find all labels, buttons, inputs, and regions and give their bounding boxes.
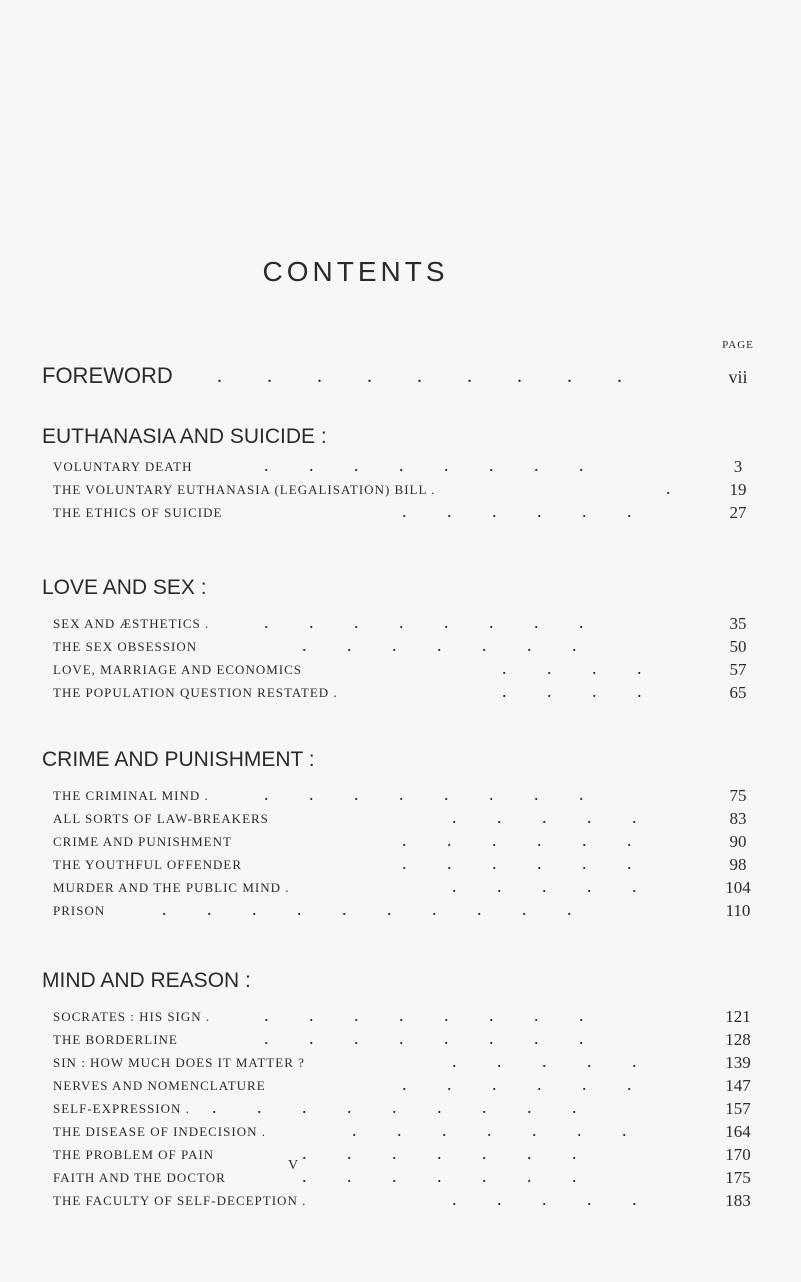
- leader-dots: . . . . . . . .: [264, 612, 602, 632]
- toc-entry: [42, 876, 768, 899]
- page-number: 164: [725, 1122, 751, 1141]
- entry-title: THE ETHICS OF SUICIDE: [53, 505, 223, 520]
- section-title: CRIME AND PUNISHMENT :: [42, 748, 315, 771]
- leader-dots: . . . . . . . . .: [212, 1097, 595, 1117]
- entry-title: THE CRIMINAL MIND .: [53, 788, 209, 803]
- page-number: 50: [729, 637, 747, 656]
- page-number: 128: [725, 1030, 751, 1049]
- entry-title: THE SEX OBSESSION: [53, 639, 198, 654]
- leader-dots: . . . . .: [452, 807, 655, 827]
- toc-entry: [42, 830, 768, 853]
- toc-entry: [42, 1005, 768, 1028]
- entry-title: CRIME AND PUNISHMENT: [53, 834, 232, 849]
- leader-dots: . . . .: [502, 658, 660, 678]
- page-number: 65: [729, 683, 747, 702]
- toc-entry: [42, 681, 768, 704]
- page-number: 98: [729, 855, 747, 874]
- page-number: 104: [725, 878, 751, 897]
- entry-title: THE POPULATION QUESTION RESTATED .: [53, 685, 338, 700]
- leader-dots: . . . . . . . .: [264, 1005, 602, 1025]
- entry-title: SELF-EXPRESSION .: [53, 1101, 190, 1116]
- page-number: vii: [728, 367, 748, 387]
- leader-dots: . . . . . .: [402, 1074, 650, 1094]
- entry-title: THE PROBLEM OF PAIN: [53, 1147, 215, 1162]
- entry-title: NERVES AND NOMENCLATURE: [53, 1078, 266, 1093]
- page-folio: V: [288, 1158, 299, 1173]
- toc-entry: [42, 1051, 768, 1074]
- page-number: 83: [729, 809, 747, 828]
- toc-entry: [42, 784, 768, 807]
- leader-dots: . . . . .: [452, 1051, 655, 1071]
- entry-title: THE VOLUNTARY EUTHANASIA (LEGALISATION) BILL .: [53, 482, 436, 497]
- entry-title: PRISON: [53, 903, 106, 918]
- toc-entry: [42, 658, 768, 681]
- page-number: 27: [729, 503, 747, 522]
- toc-entry: [42, 455, 768, 478]
- leader-dots: . . . . . . . . .: [217, 365, 642, 387]
- entry-title: THE DISEASE OF INDECISION .: [53, 1124, 266, 1139]
- entry-title: FAITH AND THE DOCTOR: [53, 1170, 226, 1185]
- entry-title: THE BORDERLINE: [53, 1032, 178, 1047]
- section-love-and-sex: [42, 574, 768, 704]
- toc-entry: [42, 1120, 768, 1143]
- page-number: 147: [725, 1076, 751, 1095]
- leader-dots: . . . . . .: [402, 853, 650, 873]
- leader-dots: . . . . . . . .: [264, 1028, 602, 1048]
- leader-dots: . . . .: [502, 681, 660, 701]
- leader-dots: . . . . .: [452, 876, 655, 896]
- page-number: 157: [725, 1099, 751, 1118]
- entry-title: VOLUNTARY DEATH: [53, 459, 193, 474]
- entry-title: THE YOUTHFUL OFFENDER: [53, 857, 243, 872]
- page-column-header: PAGE: [722, 339, 754, 351]
- toc-entry: [42, 899, 768, 922]
- page-number: 183: [725, 1191, 751, 1210]
- page-number: 110: [725, 901, 751, 920]
- section-title: EUTHANASIA AND SUICIDE :: [42, 425, 327, 448]
- toc-entry: [42, 1189, 768, 1212]
- entry-title: MURDER AND THE PUBLIC MIND .: [53, 880, 290, 895]
- leader-dots: .: [666, 478, 689, 498]
- entry-title: SIN : HOW MUCH DOES IT MATTER ?: [53, 1055, 305, 1070]
- entry-title: THE FACULTY OF SELF-DECEPTION .: [53, 1193, 307, 1208]
- section-title: MIND AND REASON :: [42, 969, 251, 992]
- section-euthanasia-and-suicide: [42, 423, 768, 524]
- toc-entry: [42, 635, 768, 658]
- leader-dots: . . . . . . .: [302, 1166, 595, 1186]
- toc-entry: [42, 1166, 768, 1189]
- toc-entry: [42, 1097, 768, 1120]
- page-number: 19: [729, 480, 747, 499]
- page-number: 139: [725, 1053, 751, 1072]
- section-crime-and-punishment: [42, 746, 768, 922]
- leader-dots: . . . . . . . .: [264, 455, 602, 475]
- foreword-label: FOREWORD: [42, 363, 173, 388]
- leader-dots: . . . . . . . . . .: [162, 899, 590, 919]
- page-number: 75: [729, 786, 747, 805]
- entry-title: LOVE, MARRIAGE AND ECONOMICS: [53, 662, 303, 677]
- leader-dots: . . . . .: [452, 1189, 655, 1209]
- toc-entry: [42, 612, 768, 635]
- toc-entry: [42, 807, 768, 830]
- toc-entry: [42, 853, 768, 876]
- leader-dots: . . . . . . .: [302, 1143, 595, 1163]
- entry-title: ALL SORTS OF LAW-BREAKERS: [53, 811, 269, 826]
- section-title: LOVE AND SEX :: [42, 576, 207, 599]
- foreword-entry: [42, 363, 768, 391]
- page-number: 175: [725, 1168, 751, 1187]
- leader-dots: . . . . . .: [402, 830, 650, 850]
- page-title: CONTENTS: [262, 256, 449, 287]
- section-mind-and-reason: [42, 967, 768, 1212]
- leader-dots: . . . . . . . .: [264, 784, 602, 804]
- toc-entry: [42, 478, 768, 501]
- page-number: 90: [729, 832, 747, 851]
- leader-dots: . . . . . .: [402, 501, 650, 521]
- entry-title: SOCRATES : HIS SIGN .: [53, 1009, 211, 1024]
- page-number: 57: [729, 660, 747, 679]
- toc-entry: [42, 501, 768, 524]
- entry-title: SEX AND ÆSTHETICS .: [53, 616, 210, 631]
- page-number: 35: [729, 614, 747, 633]
- page-number: 3: [733, 457, 743, 476]
- page-number: 170: [725, 1145, 751, 1164]
- leader-dots: . . . . . . .: [302, 635, 595, 655]
- toc-entry: [42, 1143, 768, 1166]
- page-number: 121: [725, 1007, 751, 1026]
- leader-dots: . . . . . . .: [352, 1120, 645, 1140]
- toc-entry: [42, 1028, 768, 1051]
- toc-entry: [42, 1074, 768, 1097]
